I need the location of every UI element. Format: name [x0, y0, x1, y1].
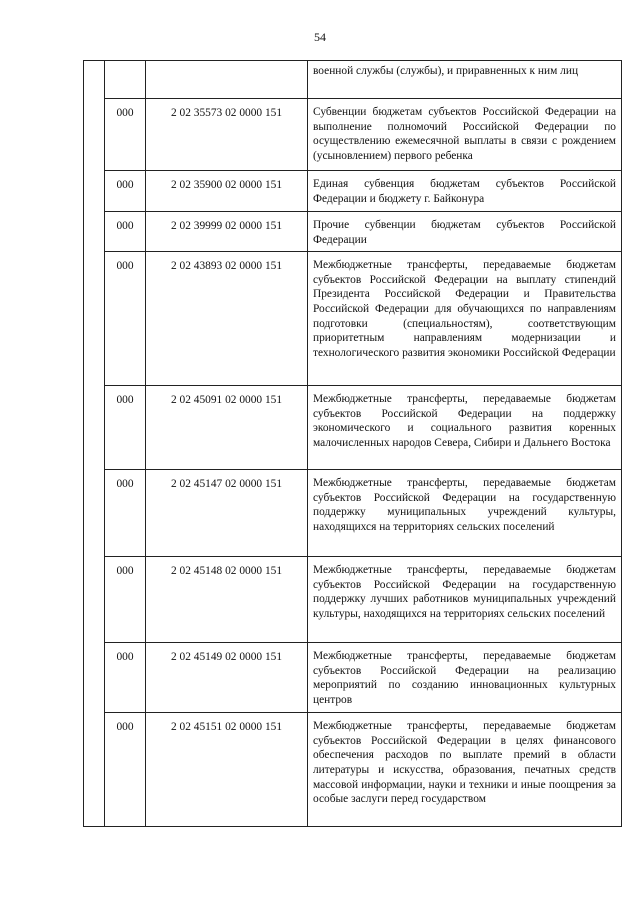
kbk-code-cell: 2 02 35573 02 0000 151	[146, 99, 308, 171]
kbk-code-cell: 2 02 45151 02 0000 151	[146, 713, 308, 827]
kbk-code-cell: 2 02 45149 02 0000 151	[146, 643, 308, 713]
kbk-code-cell: 2 02 45147 02 0000 151	[146, 470, 308, 557]
table-row	[84, 713, 622, 827]
table-row	[84, 643, 622, 713]
admin-code-cell: 000	[105, 643, 146, 713]
admin-code-cell: 000	[105, 557, 146, 643]
admin-code-cell: 000	[105, 386, 146, 470]
admin-code-cell: 000	[105, 212, 146, 252]
kbk-code-cell: 2 02 35900 02 0000 151	[146, 171, 308, 212]
table-row	[84, 252, 622, 386]
revenue-name-cell: Межбюджетные трансферты, передаваемые бюджетам субъектов Российской Федерации на выплату стипендий Президента Российской Федерации и Правительства Российской Федерации для обучающихся по направлениям подготовки (специальностям), соответствующим приоритетным направлениям модернизации и технологического развития экономики Российской Федерации	[308, 252, 622, 386]
revenue-name-cell: Межбюджетные трансферты, передаваемые бюджетам субъектов Российской Федерации в целях финансового обеспечения расходов по выплате премий в области литературы и искусства, образования, печатных средств массовой информации, науки и техники и иные поощрения за особые заслуги перед государством	[308, 713, 622, 827]
revenue-name-cell: Межбюджетные трансферты, передаваемые бюджетам субъектов Российской Федерации на государственную поддержку лучших работников муниципальных учреждений культуры, находящихся на территориях сельских поселений	[308, 557, 622, 643]
revenue-name-cell: Субвенции бюджетам субъектов Российской Федерации на выполнение полномочий Российской Федерации по осуществлению ежемесячной выплаты в связи с рождением (усыновлением) первого ребенка	[308, 99, 622, 171]
table-row	[84, 171, 622, 212]
table-row	[84, 470, 622, 557]
table-row	[84, 99, 622, 171]
row-marker-cell	[84, 61, 105, 827]
kbk-code-cell: 2 02 45148 02 0000 151	[146, 557, 308, 643]
revenue-name-cell: военной службы (службы), и приравненных к ним лиц	[308, 61, 622, 99]
revenue-name-cell: Межбюджетные трансферты, передаваемые бюджетам субъектов Российской Федерации на реализацию мероприятий по созданию инновационных культурных центров	[308, 643, 622, 713]
table-row	[84, 212, 622, 252]
budget-classification-table	[83, 60, 622, 827]
revenue-name-cell: Прочие субвенции бюджетам субъектов Российской Федерации	[308, 212, 622, 252]
admin-code-cell: 000	[105, 171, 146, 212]
revenue-name-cell: Межбюджетные трансферты, передаваемые бюджетам субъектов Российской Федерации на государственную поддержку муниципальных учреждений культуры, находящихся на территориях сельских поселений	[308, 470, 622, 557]
admin-code-cell: 000	[105, 252, 146, 386]
admin-code-cell: 000	[105, 713, 146, 827]
kbk-code-cell	[146, 61, 308, 99]
kbk-code-cell: 2 02 43893 02 0000 151	[146, 252, 308, 386]
admin-code-cell	[105, 61, 146, 99]
admin-code-cell: 000	[105, 470, 146, 557]
admin-code-cell: 000	[105, 99, 146, 171]
page-number: 54	[314, 30, 326, 44]
revenue-name-cell: Межбюджетные трансферты, передаваемые бюджетам субъектов Российской Федерации на поддержку экономического и социального развития коренных малочисленных народов Севера, Сибири и Дальнего Востока	[308, 386, 622, 470]
table-row	[84, 61, 622, 99]
table-row	[84, 557, 622, 643]
table-row	[84, 386, 622, 470]
kbk-code-cell: 2 02 45091 02 0000 151	[146, 386, 308, 470]
kbk-code-cell: 2 02 39999 02 0000 151	[146, 212, 308, 252]
revenue-name-cell: Единая субвенция бюджетам субъектов Российской Федерации и бюджету г. Байконура	[308, 171, 622, 212]
